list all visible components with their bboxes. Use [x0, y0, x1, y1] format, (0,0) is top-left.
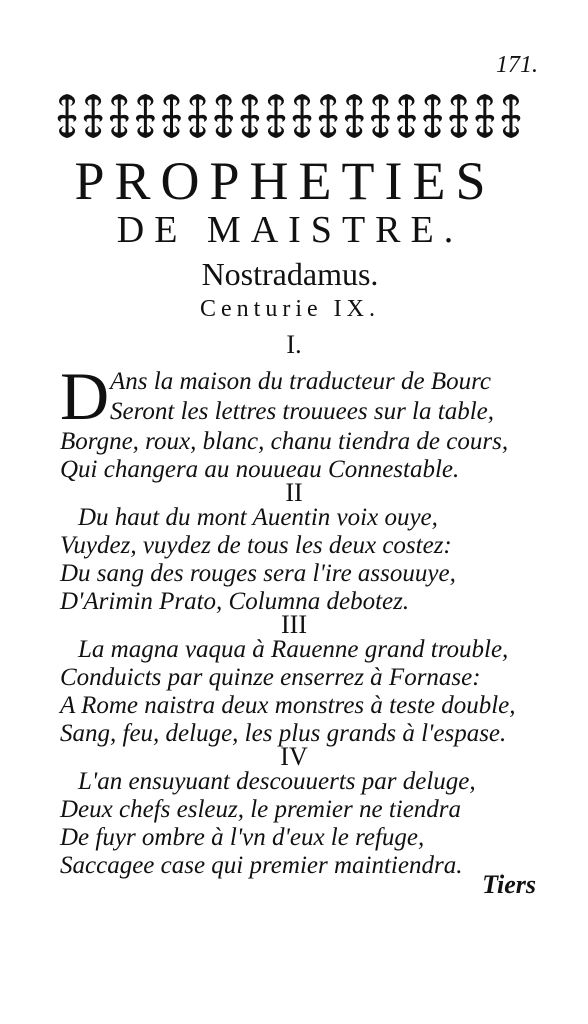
- verse-line: A Rome naistra deux monstres à teste double,: [60, 692, 516, 719]
- fleuron-unit: [240, 94, 259, 138]
- centurie-heading: Centurie IX.: [200, 296, 380, 322]
- fleuron-unit: [110, 94, 129, 138]
- page-number: 171.: [496, 52, 538, 78]
- verse-line: La magna vaqua à Rauenne grand trouble,: [78, 636, 509, 663]
- verse-line: Ans la maison du traducteur de Bourc: [110, 368, 491, 395]
- fleuron-unit: [319, 94, 338, 138]
- fleuron-unit: [214, 94, 233, 138]
- verse-line: Seront les lettres trouuees sur la table,: [110, 398, 494, 425]
- fleuron-unit: [58, 94, 77, 138]
- fleuron-unit: [345, 94, 364, 138]
- fleuron-unit: [371, 94, 390, 138]
- verse-line: Du haut du mont Auentin voix ouye,: [78, 504, 438, 531]
- verse-line: Deux chefs esleuz, le premier ne tiendra: [60, 796, 462, 823]
- verse-line: L'an ensuyuant descouuerts par deluge,: [78, 768, 476, 795]
- quatrain-numeral: I.: [286, 330, 302, 359]
- verse-line: Conduicts par quinze enserrez à Fornase:: [60, 664, 481, 691]
- page-title: PROPHETIES: [74, 151, 496, 211]
- verse-line: Qui changera au nouueau Connestable.: [60, 456, 460, 483]
- fleuron-unit: [449, 94, 468, 138]
- fleuron-unit: [136, 94, 155, 138]
- fleuron-unit: [423, 94, 442, 138]
- verse-line: Saccagee case qui premier maintiendra.: [60, 852, 463, 879]
- quatrain-numeral: IV: [280, 742, 308, 771]
- fleuron-unit: [502, 94, 521, 138]
- verse-line: Vuydez, vuydez de tous les deux costez:: [60, 532, 452, 559]
- fleuron-unit: [397, 94, 416, 138]
- fleuron-unit: [293, 94, 312, 138]
- drop-cap: D: [60, 358, 110, 434]
- fleuron-border-icon: [54, 92, 524, 140]
- fleuron-unit: [267, 94, 286, 138]
- fleuron-unit: [475, 94, 494, 138]
- verse-line: Borgne, roux, blanc, chanu tiendra de cours,: [60, 428, 509, 455]
- page-subtitle: DE MAISTRE.: [116, 209, 464, 251]
- verse-line: Du sang des rouges sera l'ire assouuye,: [60, 560, 456, 587]
- fleuron-unit: [84, 94, 103, 138]
- quatrain-numeral: III: [281, 610, 307, 639]
- catchword: Tiers: [482, 870, 536, 899]
- fleuron-unit: [162, 94, 181, 138]
- fleuron-unit: [188, 94, 207, 138]
- quatrain-numeral: II: [285, 478, 303, 507]
- verse-line: D'Arimin Prato, Columna debotez.: [60, 588, 410, 615]
- author-name: Nostradamus.: [201, 256, 379, 292]
- verse-line: Sang, feu, deluge, les plus grands à l'espase.: [60, 720, 507, 747]
- verse-line: De fuyr ombre à l'vn d'eux le refuge,: [60, 824, 425, 851]
